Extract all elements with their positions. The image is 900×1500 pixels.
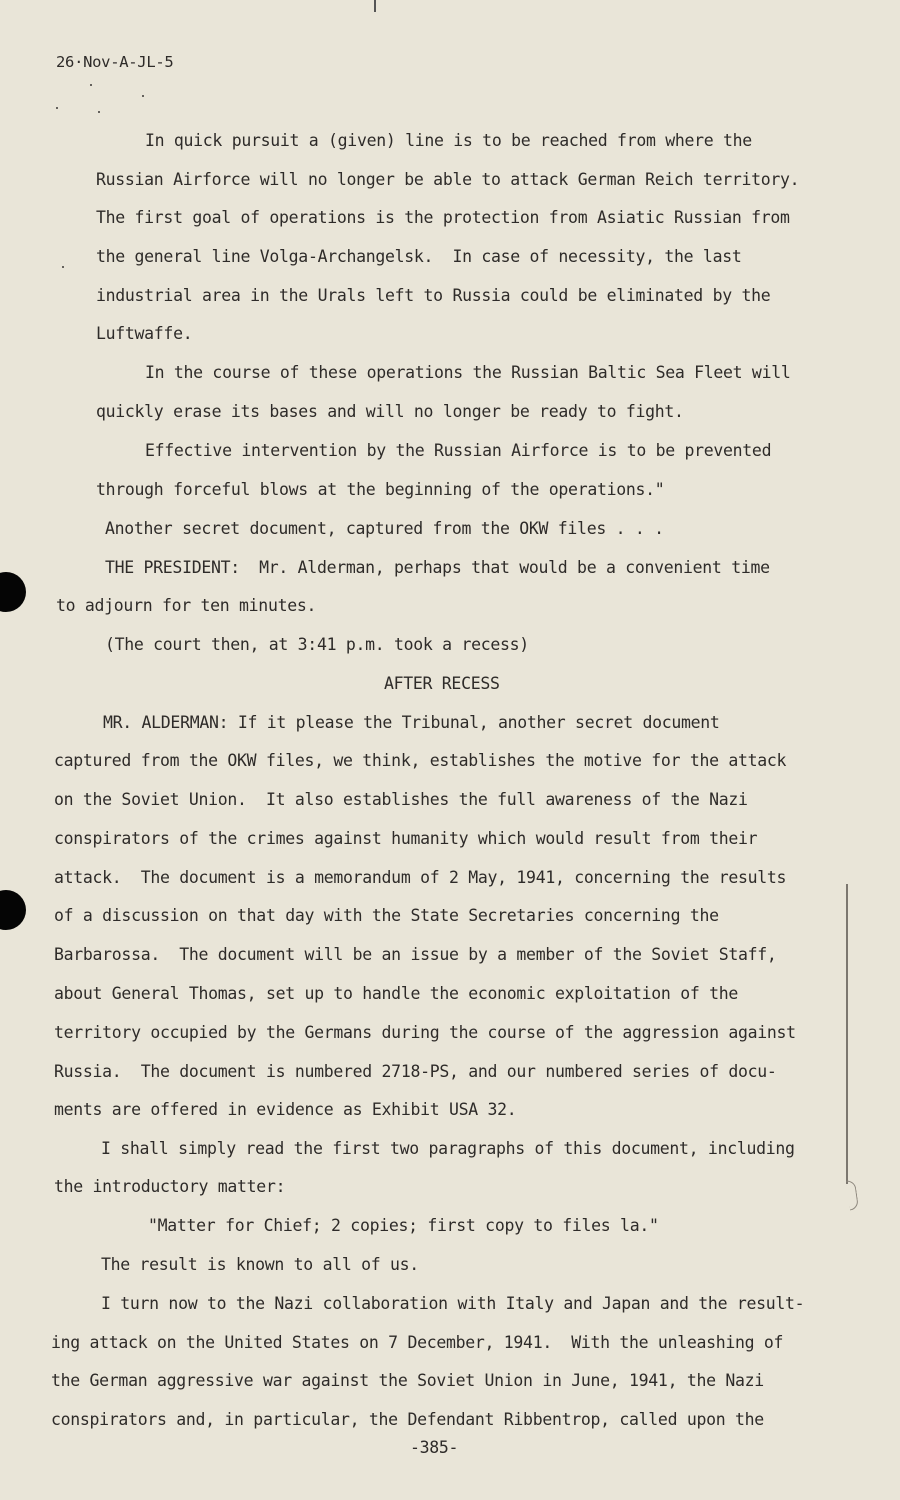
top-tick-mark: [374, 0, 376, 12]
text-line-4: the general line Volga-Archangelsk. In case of necessity, the last: [96, 247, 742, 266]
margin-pencil-mark: [846, 1180, 859, 1211]
text-line-23: about General Thomas, set up to handle the economic exploitation of the: [54, 984, 739, 1003]
text-line-1: In quick pursuit a (given) line is to be reached from where the: [145, 131, 752, 150]
text-line-30: The result is known to all of us.: [101, 1255, 419, 1274]
text-line-20: attack. The document is a memorandum of 2 May, 1941, concerning the results: [54, 868, 787, 887]
text-line-17: captured from the OKW files, we think, establishes the motive for the attack: [54, 751, 787, 770]
text-line-5: industrial area in the Urals left to Russia could be eliminated by the: [96, 286, 771, 305]
text-line-32: ing attack on the United States on 7 December, 1941. With the unleashing of: [51, 1333, 784, 1352]
speck: [90, 84, 92, 86]
text-line-18: on the Soviet Union. It also establishes the full awareness of the Nazi: [54, 790, 748, 809]
text-line-8: quickly erase its bases and will no longer be ready to fight.: [96, 402, 684, 421]
text-line-9: Effective intervention by the Russian Airforce is to be prevented: [145, 441, 772, 460]
text-line-11: Another secret document, captured from the OKW files . . .: [105, 519, 664, 538]
text-line-13: to adjourn for ten minutes.: [56, 596, 317, 615]
text-line-6: Luftwaffe.: [96, 324, 193, 343]
text-line-2: Russian Airforce will no longer be able to attack German Reich territory.: [96, 170, 800, 189]
punch-hole-bottom: [0, 890, 26, 930]
speck: [62, 266, 64, 268]
text-line-34: conspirators and, in particular, the Defendant Ribbentrop, called upon the: [51, 1410, 764, 1429]
text-line-7: In the course of these operations the Russian Baltic Sea Fleet will: [145, 363, 791, 382]
speck: [98, 111, 100, 113]
text-line-12: THE PRESIDENT: Mr. Alderman, perhaps that would be a convenient time: [105, 558, 770, 577]
text-line-25: Russia. The document is numbered 2718-PS, and our numbered series of docu-: [54, 1062, 777, 1081]
text-line-26: ments are offered in evidence as Exhibit USA 32.: [54, 1100, 517, 1119]
text-line-10: through forceful blows at the beginning of the operations.": [96, 480, 665, 499]
speck: [142, 95, 144, 97]
text-line-16: MR. ALDERMAN: If it please the Tribunal, another secret document: [103, 713, 720, 732]
text-line-21: of a discussion on that day with the State Secretaries concerning the: [54, 906, 719, 925]
text-line-24: territory occupied by the Germans during the course of the aggression against: [54, 1023, 796, 1042]
section-heading: AFTER RECESS: [384, 674, 500, 693]
punch-hole-top: [0, 572, 26, 612]
page-header: 26·Nov-A-JL-5: [56, 53, 174, 71]
speck: [56, 107, 58, 109]
text-line-22: Barbarossa. The document will be an issue by a member of the Soviet Staff,: [54, 945, 777, 964]
text-line-3: The first goal of operations is the protection from Asiatic Russian from: [96, 208, 790, 227]
text-line-31: I turn now to the Nazi collaboration with Italy and Japan and the result-: [101, 1294, 805, 1313]
text-line-27: I shall simply read the first two paragraphs of this document, including: [101, 1139, 795, 1158]
quoted-line: "Matter for Chief; 2 copies; first copy to files la.": [148, 1216, 659, 1235]
text-line-33: the German aggressive war against the Soviet Union in June, 1941, the Nazi: [51, 1371, 764, 1390]
text-line-28: the introductory matter:: [54, 1177, 286, 1196]
text-line-19: conspirators of the crimes against humanity which would result from their: [54, 829, 758, 848]
page-number: -385-: [410, 1438, 459, 1457]
margin-line: [846, 884, 848, 1184]
text-line-14: (The court then, at 3:41 p.m. took a recess): [105, 635, 529, 654]
